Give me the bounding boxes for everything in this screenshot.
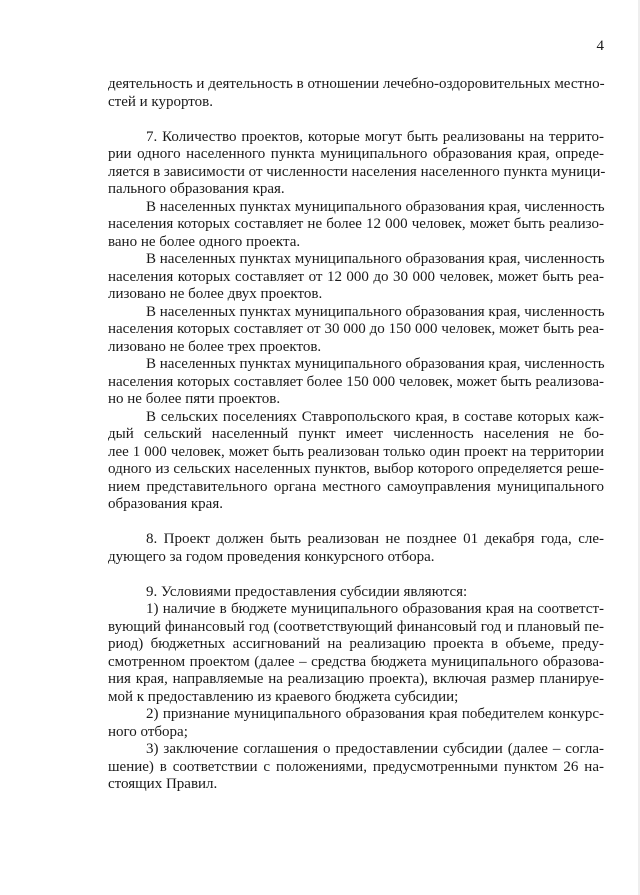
text-line: вующий финансовый год (соответствующий финансовый год и плановый пе- [108, 618, 604, 635]
text-line: населения которых составляет от 30 000 до 150 000 человек, может быть реа- [108, 321, 604, 337]
paragraph-p7b [108, 251, 604, 304]
paragraph-p7a [108, 199, 604, 252]
text-line: В населенных пунктах муниципального образования края, численность [146, 198, 605, 215]
text-line: нием представительного органа местного самоуправления муниципального [108, 478, 604, 495]
text-line: В населенных пунктах муниципального образования края, численность [146, 251, 605, 267]
text-line: дующего за годом проведения конкурсного отбора. [108, 548, 435, 565]
text-line: 2) признание муниципального образования края победителем конкурс- [146, 706, 604, 722]
text-line: смотренном проектом (далее – средства бюджета муниципального образова- [108, 653, 604, 670]
paragraph-p9 [108, 584, 604, 602]
text-line: риод) бюджетных ассигнований на реализацию проекта в объеме, преду- [108, 636, 604, 652]
paragraph-p7d [108, 356, 604, 409]
paragraph-p9-3 [108, 741, 604, 794]
paragraph-p7c [108, 304, 604, 357]
paragraph-gap [108, 111, 604, 129]
text-line: 9. Условиями предоставления субсидии являются: [146, 583, 468, 600]
text-line: 7. Количество проектов, которые могут быть реализованы на террито- [146, 128, 604, 145]
page-number: 4 [596, 38, 604, 54]
text-line: шение) в соответствии с положениями, предусмотренными пунктом 26 на- [108, 758, 604, 775]
text-line: деятельность и деятельность в отношении лечебно-оздоровительных местно- [108, 76, 605, 92]
text-line: населения которых составляет более 150 000 человек, может быть реализова- [108, 373, 604, 390]
paragraph-gap [108, 566, 604, 584]
paragraph-p9-2 [108, 706, 604, 741]
text-line: стоящих Правил. [108, 776, 218, 792]
paragraph-p8 [108, 531, 604, 566]
document-body [108, 76, 604, 794]
paragraph-p7e [108, 409, 604, 514]
text-line: В сельских поселениях Ставропольского края, в составе которых каж- [146, 408, 604, 425]
paragraph-p7 [108, 129, 604, 199]
text-line: стей и курортов. [108, 93, 213, 110]
text-line: В населенных пунктах муниципального образования края, численность [146, 356, 605, 372]
text-line: лее 1 000 человек, может быть реализован только один проект на территории [108, 443, 604, 460]
text-line: ного отбора; [108, 723, 188, 740]
text-line: рии одного населенного пункта муниципального образования края, опреде- [108, 146, 604, 162]
paragraph-gap [108, 514, 604, 532]
text-line: 8. Проект должен быть реализован не позднее 01 декабря года, сле- [146, 531, 604, 547]
text-line: населения которых составляет от 12 000 до 30 000 человек, может быть реа- [108, 268, 604, 285]
text-line: пального образования края. [108, 181, 285, 197]
text-line: одного из сельских населенных пунктов, выбор которого определяется реше- [108, 461, 604, 477]
text-line: мой к предоставлению из краевого бюджета субсидии; [108, 688, 459, 705]
text-line: лизовано не более двух проектов. [108, 286, 323, 302]
paragraph-p9-1 [108, 601, 604, 706]
text-line: В населенных пунктах муниципального образования края, численность [146, 303, 605, 320]
text-line: образования края. [108, 496, 223, 512]
text-line: вано не более одного проекта. [108, 233, 301, 250]
text-line: 3) заключение соглашения о предоставлении субсидии (далее – согла- [146, 741, 604, 757]
text-line: лизовано не более трех проектов. [108, 338, 322, 355]
text-line: дый сельский населенный пункт имеет численность населения не бо- [108, 426, 604, 442]
text-line: населения которых составляет не более 12 000 человек, может быть реализо- [108, 216, 604, 232]
text-line: но не более пяти проектов. [108, 391, 281, 407]
text-line: ляется в зависимости от численности населения населенного пункта муници- [108, 163, 606, 180]
text-line: ния края, направляемые на реализацию проекта), включая размер планируе- [108, 671, 604, 687]
text-line: 1) наличие в бюджете муниципального образования края на соответст- [146, 601, 604, 617]
paragraph-p0 [108, 76, 604, 111]
